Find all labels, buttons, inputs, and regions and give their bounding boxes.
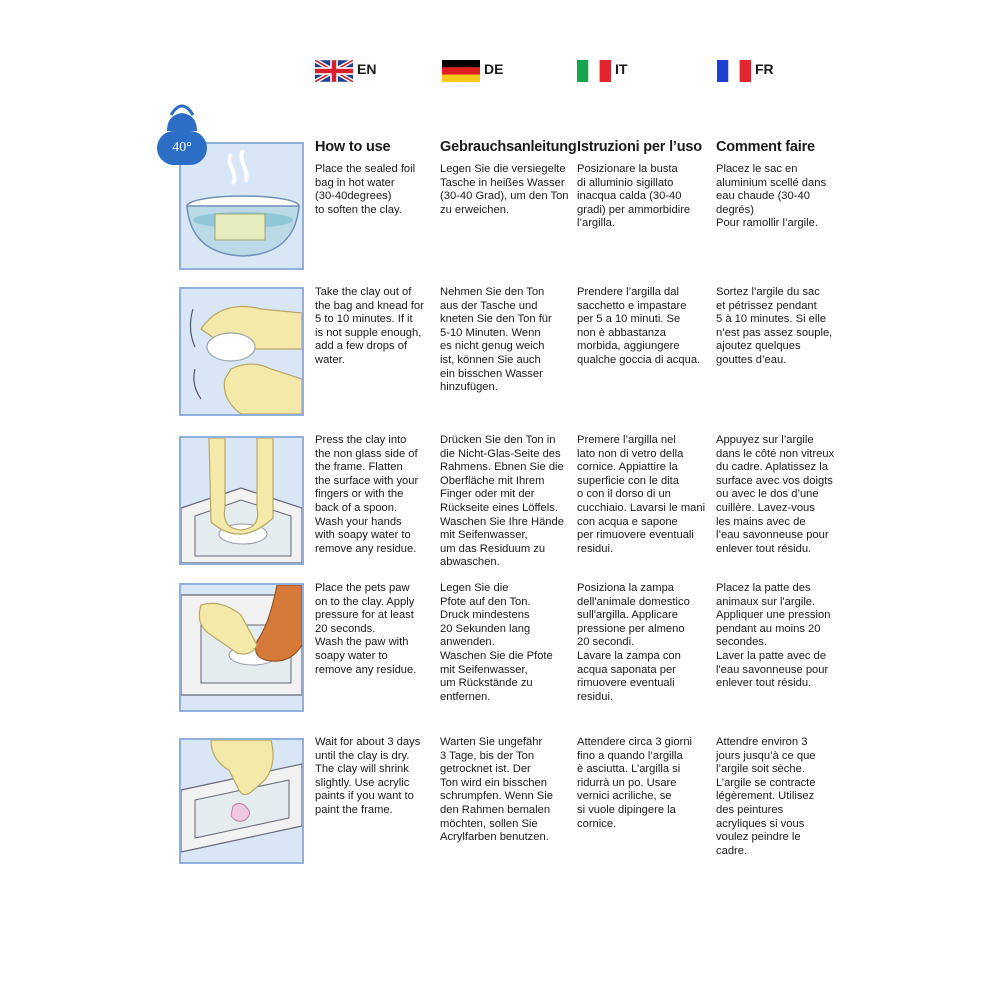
step-3-fr: Appuyez sur l’argile dans le côté non vitreux du cadre. Aplatissez la surface avec vos doigts ou avec le dos d’une cuillère. Lavez-vous les mains avec de l’eau savonneuse pour enlever tout résidu. <box>716 434 835 555</box>
language-code: FR <box>755 61 774 77</box>
heading-it: Istruzioni per l’uso <box>577 139 702 155</box>
step-5-fr: Attendre environ 3 jours jusqu’à ce que l’argile soit sèche. L’argile se contracte légèrement. Utilisez des peintures acryliques si vous voulez peindre le cadre. <box>716 736 816 857</box>
language-fr <box>717 60 774 86</box>
heading-fr: Comment faire <box>716 139 815 155</box>
language-it <box>577 60 627 86</box>
temperature-label: 40° <box>172 140 192 155</box>
language-de <box>442 60 503 86</box>
step-5-illustration <box>179 738 304 864</box>
step-3-illustration <box>179 436 304 565</box>
step-5-de: Warten Sie ungefähr 3 Tage, bis der Ton getrocknet ist. Der Ton wird ein bisschen schrumpfen. Wenn Sie den Rahmen bemalen möchten, sollen Sie Acrylfarben benutzen. <box>440 736 553 844</box>
language-code: EN <box>357 61 377 77</box>
step-3-en: Press the clay into the non glass side of the frame. Flatten the surface with your fingers or with the back of a spoon. Wash your hands with soapy water to remove any residue. <box>315 434 419 555</box>
temperature-badge <box>157 131 207 165</box>
uk-flag-icon <box>315 60 353 82</box>
italian-flag-icon <box>577 60 611 82</box>
heading-en: How to use <box>315 139 391 155</box>
step-2-it: Prendere l’argilla dal sacchetto e impastare per 5 a 10 minuti. Se non è abbastanza morbida, aggiungere qualche goccia di acqua. <box>577 286 701 366</box>
step-4-fr: Placez la patte des animaux sur l'argile. Appliquer une pression pendant au moins 20 secondes. Laver la patte avec de l'eau savonneuse pour enlever tout résidu. <box>716 582 831 690</box>
german-flag-icon <box>442 60 480 82</box>
step-4-it: Posiziona la zampa dell'animale domestico sull'argilla. Applicare pressione per almeno 20 secondi. Lavare la zampa con acqua saponata per rimuovere eventuali residui. <box>577 582 690 703</box>
french-flag-icon <box>717 60 751 82</box>
kneading-hands-icon <box>181 289 302 414</box>
step-5-it: Attendere circa 3 giorni fino a quando l’argilla è asciutta. L’argilla si ridurrà un po. Usare vernici acriliche, se si vuole dipingere la cornice. <box>577 736 693 830</box>
pressing-clay-frame-icon <box>181 438 302 563</box>
step-4-illustration <box>179 583 304 712</box>
step-3-it: Premere l’argilla nel lato non di vetro della cornice. Appiattire la superficie con le dita o con il dorso di un cucchiaio. Lavarsi le mani con acqua e sapone per rimuovere eventuali residui. <box>577 434 706 555</box>
step-1-it: Posizionare la busta di alluminio sigillato inacqua calda (30-40 gradi) per ammorbidire l’argilla. <box>577 163 691 230</box>
step-2-illustration <box>179 287 304 416</box>
step-4-en: Place the pets paw on to the clay. Apply pressure for at least 20 seconds. Wash the paw with soapy water to remove any residue. <box>315 582 417 676</box>
heading-de: Gebrauchsanleitung <box>440 139 577 155</box>
step-2-en: Take the clay out of the bag and knead for 5 to 10 minutes. If it is not supple enough, add a few drops of water. <box>315 286 424 366</box>
painting-frame-icon <box>181 740 302 862</box>
language-code: DE <box>484 61 504 77</box>
step-1-fr: Placez le sac en aluminium scellé dans eau chaude (30-40 degrés) Pour ramollir l’argile. <box>716 163 827 230</box>
step-5-en: Wait for about 3 days until the clay is dry. The clay will shrink slightly. Use acrylic paints if you want to paint the frame. <box>315 736 421 816</box>
language-code: IT <box>615 61 628 77</box>
step-2-de: Nehmen Sie den Ton aus der Tasche und kneten Sie den Ton für 5-10 Minuten. Wenn es nicht genug weich ist, können Sie auch ein bisschen Wasser hinzufügen. <box>440 286 552 394</box>
step-1-en: Place the sealed foil bag in hot water (30-40degrees) to soften the clay. <box>315 163 416 216</box>
paw-print-frame-icon <box>181 585 302 710</box>
step-3-de: Drücken Sie den Ton in die Nicht-Glas-Seite des Rahmens. Ebnen Sie die Oberfläche mit Ihrem Finger oder mit der Rückseite eines Löffels. Waschen Sie Ihre Hände mit Seifenwasser, um das Residuum zu abwaschen. <box>440 434 564 569</box>
step-2-fr: Sortez l’argile du sac et pétrissez pendant 5 à 10 minutes. Si elle n’est pas assez souple, ajoutez quelques gouttes d’eau. <box>716 286 833 366</box>
language-en <box>315 60 376 86</box>
step-1-de: Legen Sie die versiegelte Tasche in heißes Wasser (30-40 Grad), um den Ton zu erweichen. <box>440 163 569 216</box>
step-4-de: Legen Sie die Pfote auf den Ton. Druck mindestens 20 Sekunden lang anwenden. Waschen Sie die Pfote mit Seifenwasser, um Rückstände zu entfernen. <box>440 582 553 703</box>
